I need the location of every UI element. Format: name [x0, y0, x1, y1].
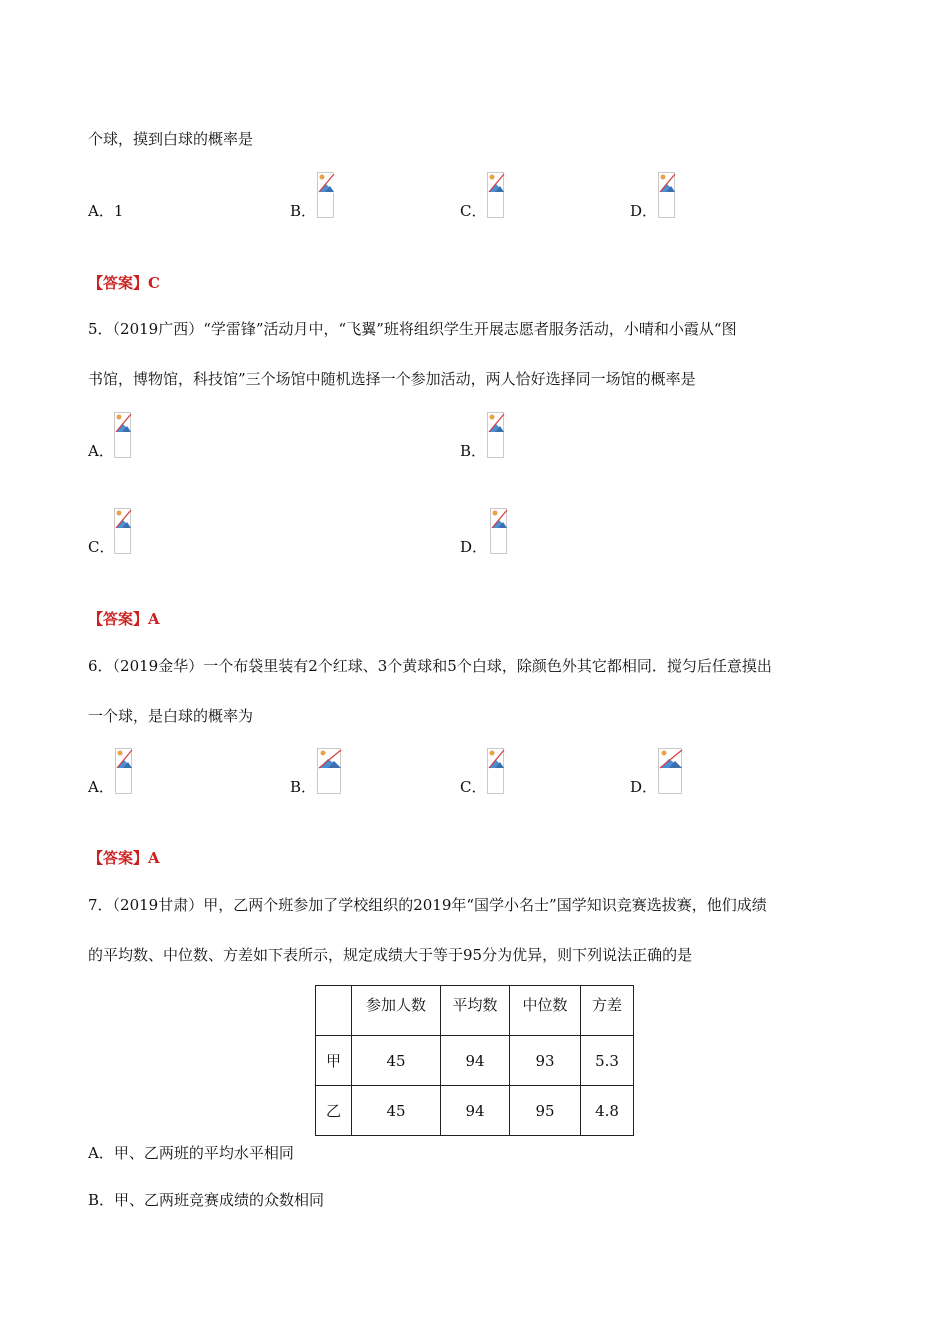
table-row: [316, 1036, 634, 1086]
q5-option-d: [460, 536, 487, 557]
option-label: A．: [88, 442, 114, 460]
broken-image-icon: [490, 508, 507, 554]
table-cell: 甲: [316, 1036, 352, 1086]
table-cell: 93: [510, 1036, 581, 1086]
q4-option-a: [88, 200, 123, 221]
broken-image-icon: [658, 172, 675, 218]
table-cell: 45: [352, 1086, 441, 1136]
table-header-row: [316, 986, 634, 1036]
q7-option-a: A．甲、乙两班的平均水平相同: [88, 1144, 294, 1162]
table-header-cell: [316, 986, 352, 1036]
table-cell: 45: [352, 1036, 441, 1086]
option-label: B．: [290, 202, 317, 220]
score-table: [315, 985, 634, 1136]
q5-text-line1: 5．（2019广西）“学雷锋”活动月中，“飞翼”班将组织学生开展志愿者服务活动，小晴和小霞从“图: [88, 320, 737, 338]
q4-option-c: [460, 200, 486, 221]
table-cell: 95: [510, 1086, 581, 1136]
broken-image-icon: [114, 508, 131, 554]
q6-option-d: [630, 776, 657, 797]
broken-image-icon: [317, 748, 341, 794]
option-label: B．: [290, 778, 317, 796]
q6-option-a: [88, 776, 114, 797]
q5-option-b: [460, 440, 486, 461]
q7-text-line1: 7．（2019甘肃）甲，乙两个班参加了学校组织的2019年“国学小名士”国学知识竞赛选拔赛，他们成绩: [88, 896, 767, 914]
q5-answer: 【答案】A: [88, 610, 160, 628]
table-cell: 乙: [316, 1086, 352, 1136]
option-label: C．: [460, 202, 487, 220]
broken-image-icon: [317, 172, 334, 218]
option-label: D．: [630, 778, 658, 796]
q4-option-d: [630, 200, 657, 221]
option-label: A．: [88, 778, 114, 796]
q6-option-b: [290, 776, 316, 797]
table-cell: 5.3: [581, 1036, 634, 1086]
q4-answer: 【答案】C: [88, 274, 160, 292]
table-row: [316, 1086, 634, 1136]
broken-image-icon: [487, 748, 504, 794]
broken-image-icon: [115, 748, 132, 794]
option-label: D．: [630, 202, 658, 220]
table-header-cell: 方差: [581, 986, 634, 1036]
table-header-cell: 参加人数: [352, 986, 441, 1036]
q5-option-c: [88, 536, 114, 557]
q5-option-a: [88, 440, 114, 461]
q6-option-c: [460, 776, 486, 797]
table-cell: 4.8: [581, 1086, 634, 1136]
option-label: D．: [460, 538, 488, 556]
option-label: B．: [460, 442, 487, 460]
option-label: C．: [460, 778, 487, 796]
broken-image-icon: [487, 412, 504, 458]
q7-option-b: B．甲、乙两班竞赛成绩的众数相同: [88, 1191, 325, 1209]
table-header-cell: 平均数: [441, 986, 510, 1036]
option-value: 1: [113, 202, 124, 220]
q4-text-tail: 个球，摸到白球的概率是: [88, 130, 254, 148]
q6-text-line1: 6．（2019金华）一个布袋里装有2个红球、3个黄球和5个白球，除颜色外其它都相同．搅匀后任意摸出: [88, 657, 772, 675]
q6-text-line2: 一个球，是白球的概率为: [88, 707, 254, 725]
broken-image-icon: [487, 172, 504, 218]
option-label: C．: [88, 538, 115, 556]
table-header-cell: 中位数: [510, 986, 581, 1036]
table-cell: 94: [441, 1036, 510, 1086]
broken-image-icon: [114, 412, 131, 458]
q4-option-b: [290, 200, 316, 221]
broken-image-icon: [658, 748, 682, 794]
q6-answer: 【答案】A: [88, 849, 160, 867]
option-label: A．: [88, 202, 114, 220]
q7-text-line2: 的平均数、中位数、方差如下表所示，规定成绩大于等于95分为优异，则下列说法正确的是: [88, 946, 693, 964]
q5-text-line2: 书馆，博物馆，科技馆”三个场馆中随机选择一个参加活动，两人恰好选择同一场馆的概率是: [88, 370, 696, 388]
table-cell: 94: [441, 1086, 510, 1136]
